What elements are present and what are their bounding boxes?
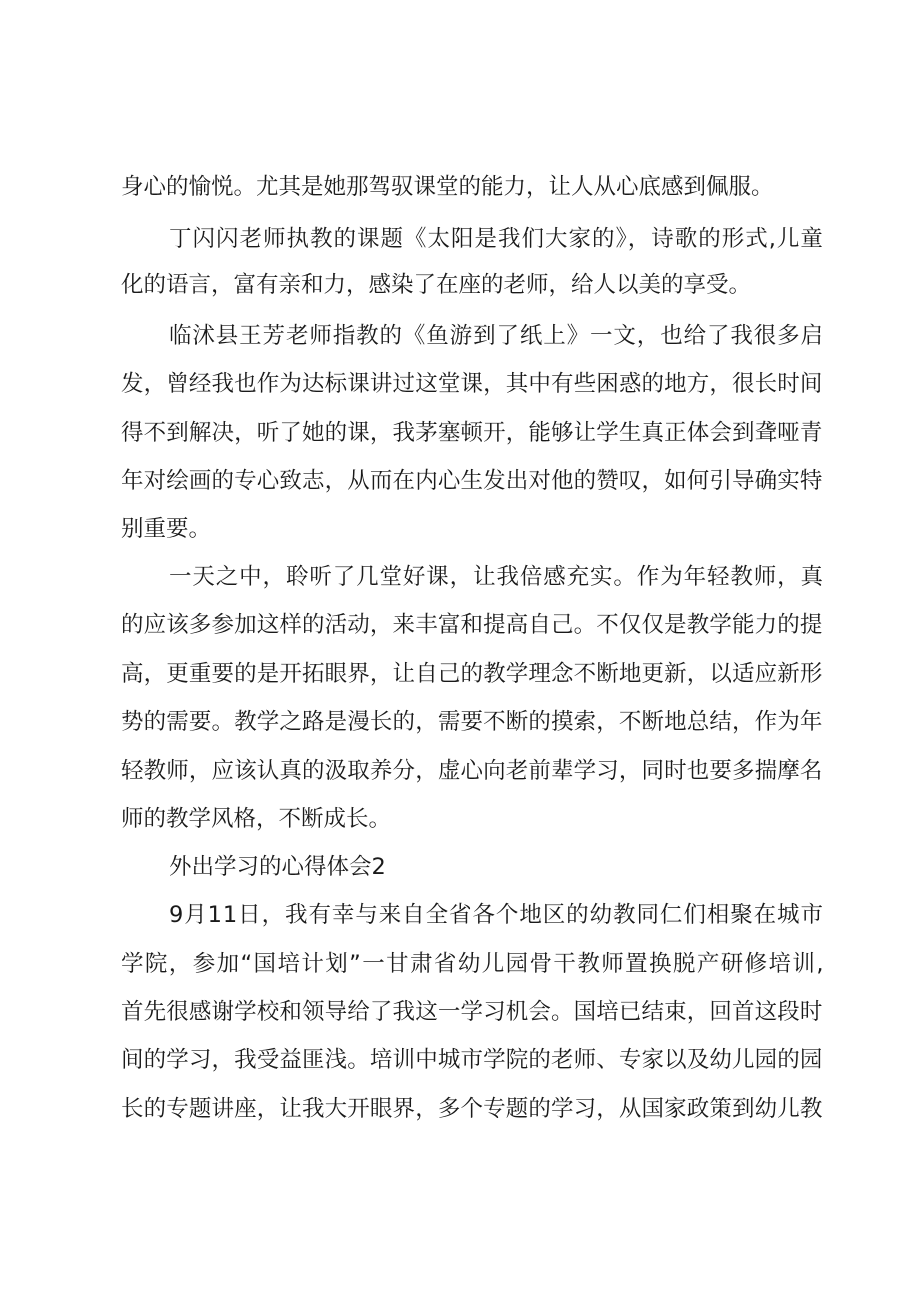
paragraph-line: 一天之中，聆听了几堂好课，让我倍感充实。作为年轻教师，真	[169, 564, 824, 590]
paragraph-line: 的应该多参加这样的活动，来丰富和提高自己。不仅仅是教学能力的提	[121, 612, 823, 638]
paragraph-line: 得不到解决，听了她的课，我茅塞顿开，能够让学生真正体会到聋哑青	[121, 420, 823, 446]
paragraph-line: 势的需要。教学之路是漫长的，需要不断的摸索，不断地总结，作为年	[121, 709, 823, 735]
section-heading: 外出学习的心得体会2	[169, 854, 386, 880]
paragraph-line: 间的学习，我受益匪浅。培训中城市学院的老师、专家以及幼儿园的园	[121, 1047, 823, 1073]
paragraph-line: 高，更重要的是开拓眼界，让自己的教学理念不断地更新，以适应新形	[121, 661, 823, 687]
paragraph-line: 临沭县王芳老师指教的《鱼游到了纸上》一文，也给了我很多启	[169, 323, 824, 349]
paragraph-line: 师的教学风格，不断成长。	[121, 806, 392, 832]
paragraph-line: 年对绘画的专心致志，从而在内心生发出对他的赞叹，如何引导确实特	[121, 468, 823, 494]
paragraph-line: 身心的愉悦。尤其是她那驾驭课堂的能力，让人从心底感到佩服。	[121, 174, 774, 200]
paragraph-line: 9月11日，我有幸与来自全省各个地区的幼教同仁们相聚在城市	[169, 902, 824, 928]
paragraph-line: 化的语言，富有亲和力，感染了在座的老师，给人以美的享受。	[121, 272, 752, 298]
paragraph-line: 别重要。	[121, 516, 212, 542]
paragraph-line: 轻教师，应该认真的汲取养分，虚心向老前辈学习，同时也要多揣摩名	[121, 758, 823, 784]
paragraph-line: 首先很感谢学校和领导给了我这一学习机会。国培已结束，回首这段时	[121, 999, 823, 1025]
paragraph-line: 发，曾经我也作为达标课讲过这堂课，其中有些困惑的地方，很长时间	[121, 371, 823, 397]
paragraph-line: 长的专题讲座，让我大开眼界，多个专题的学习，从国家政策到幼儿教	[121, 1096, 823, 1122]
paragraph-line: 学院，参加“国培计划”一甘肃省幼儿园骨干教师置换脱产研修培训,	[121, 951, 825, 977]
paragraph-line: 丁闪闪老师执教的课题《太阳是我们大家的》，诗歌的形式,儿童	[169, 226, 824, 252]
